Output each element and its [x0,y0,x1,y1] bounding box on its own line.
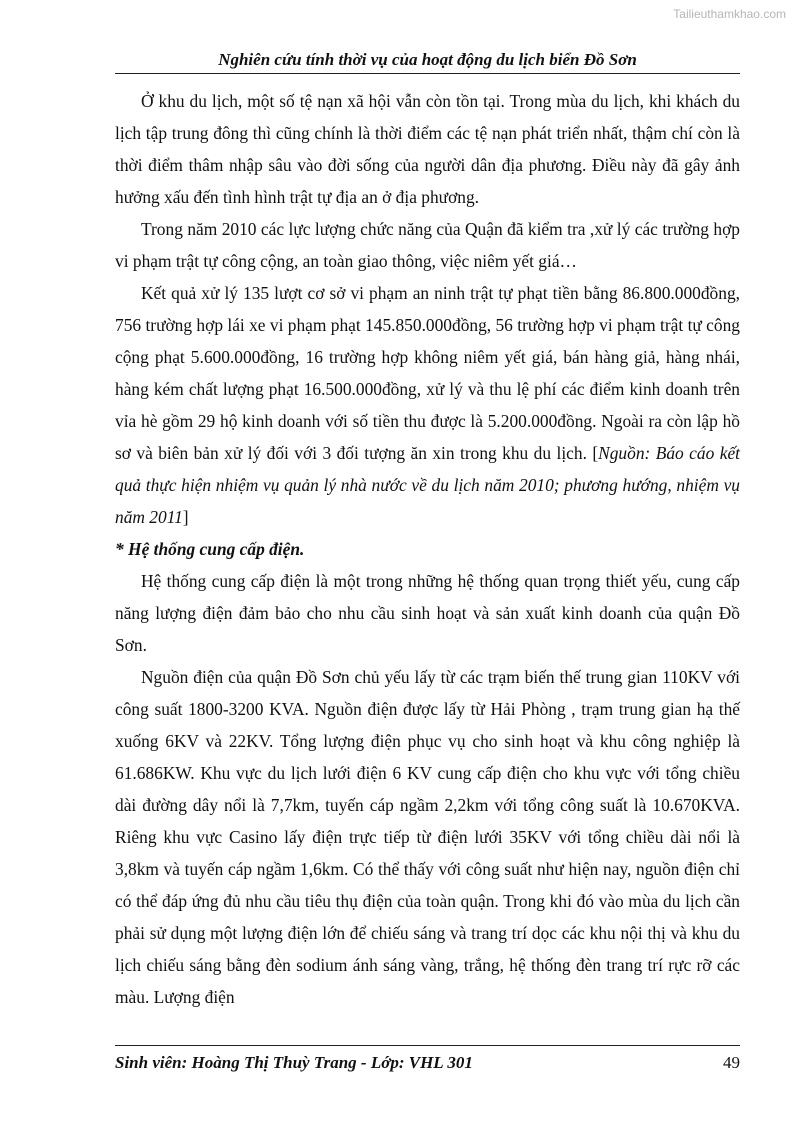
header-divider [115,73,740,74]
citation-close: ] [182,507,189,527]
paragraph-violation-results [115,277,740,533]
footer-divider [115,1045,740,1046]
paragraph-social-evils: Ở khu du lịch, một số tệ nạn xã hội vẫn còn tồn tại. Trong mùa du lịch, khi khách du lịch tập trung đông thì cũng chính là thời điểm các tệ nạn phát triển nhất, thậm chí còn là thời điểm thâm nhập sâu vào đời sống của người dân địa phương. Điều này đã gây ảnh hưởng xấu đến tình hình trật tự địa an ở địa phương. [115,91,740,207]
page-footer [115,1053,740,1073]
violation-results-text: Kết quả xử lý 135 lượt cơ sở vi phạm an ninh trật tự phạt tiền bằng 86.800.000đồng, 756 trường hợp lái xe vi phạm phạt 145.850.000đồng, 56 trường hợp vi phạm trật tự công cộng phạt 5.600.000đồng, 16 trường hợp không niêm yết giá, bán hàng giả, hàng nhái, hàng kém chất lượng phạt 16.500.000đồng, xử lý và thu lệ phí các điểm kinh doanh trên vỉa hè gồm 29 hộ kinh doanh với số tiền thu được là 5.200.000đồng. Ngoài ra còn lập hồ sơ và biên bản xử lý đối với 3 đối tượng ăn xin trong khu du lịch. [ [115,283,740,463]
document-body [115,85,740,1013]
section-heading-power-supply: * Hệ thống cung cấp điện. [115,539,305,559]
paragraph-inspection-2010: Trong năm 2010 các lực lượng chức năng của Quận đã kiểm tra ,xử lý các trường hợp vi phạm trật tự công cộng, an toàn giao thông, việc niêm yết giá… [115,219,740,271]
paragraph-power-source: Nguồn điện của quận Đồ Sơn chủ yếu lấy từ các trạm biến thế trung gian 110KV với công suất 1800-3200 KVA. Nguồn điện được lấy từ Hải Phòng , trạm trung gian hạ thế xuống 6KV và 22KV. Tổng lượng điện phục vụ cho sinh hoạt và khu công nghiệp là 61.686KW. Khu vực du lịch lưới điện 6 KV cung cấp điện cho khu vực với tổng chiều dài đường dây nổi là 7,7km, tuyến cáp ngầm 2,2km với tổng công suất là 10.670KVA. Riêng khu vực Casino lấy điện trực tiếp từ điện lưới 35KV với tổng chiều dài nổi là 3,8km và tuyến cáp ngầm 1,6km. Có thể thấy với công suất như hiện nay, nguồn điện chỉ có thể đáp ứng đủ nhu cầu tiêu thụ điện của toàn quận. Trong khi đó vào mùa du lịch cần phải sử dụng một lượng điện lớn để chiếu sáng và trang trí dọc các khu nội thị và khu du lịch chiếu sáng bằng đèn sodium ánh sáng vàng, trắng, hệ thống đèn trang trí rực rỡ các màu. Lượng điện [115,667,740,1007]
paragraph-power-system: Hệ thống cung cấp điện là một trong những hệ thống quan trọng thiết yếu, cung cấp năng lượng điện đảm bảo cho nhu cầu sinh hoạt và sản xuất kinh doanh của quận Đồ Sơn. [115,571,740,655]
page-number: 49 [723,1053,740,1072]
source-citation: Nguồn: Báo cáo kết quả thực hiện nhiệm vụ quản lý nhà nước về du lịch năm 2010; phương hướng, nhiệm vụ năm 2011 [115,443,740,527]
footer-author: Sinh viên: Hoàng Thị Thuỳ Trang - Lớp: VHL 301 [115,1053,473,1072]
page-header-title: Nghiên cứu tính thời vụ của hoạt động du lịch biển Đồ Sơn [218,50,637,69]
watermark: Tailieuthamkhao.com [673,7,786,21]
